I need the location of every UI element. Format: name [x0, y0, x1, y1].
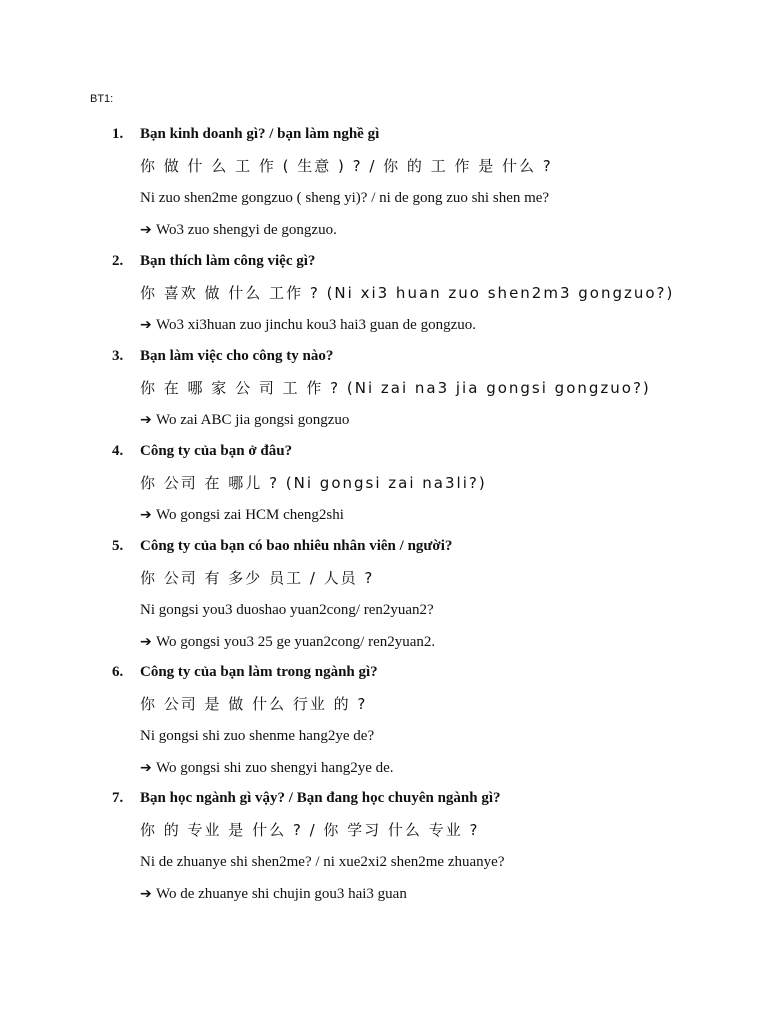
- question-chinese: 你 做 什 么 工 作 ( 生意 ) ? / 你 的 工 作 是 什么 ?: [140, 157, 553, 175]
- answer-text: Wo3 xi3huan zuo jinchu kou3 hai3 guan de gongzuo.: [156, 317, 476, 333]
- arrow-icon: ➔: [140, 317, 152, 333]
- question-chinese: 你 在 哪 家 公 司 工 作 ? (Ni zai na3 jia gongsi gongzuo?): [140, 379, 651, 397]
- question-vietnamese: Bạn học ngành gì vậy? / Bạn đang học chuyên ngành gì?: [140, 790, 501, 806]
- answer-line: [140, 632, 435, 652]
- arrow-icon: ➔: [140, 222, 152, 238]
- answer-text: Wo gongsi shi zuo shengyi hang2ye de.: [156, 760, 394, 776]
- answer-text: Wo zai ABC jia gongsi gongzuo: [156, 412, 350, 428]
- question-chinese: 你 喜欢 做 什么 工作 ? (Ni xi3 huan zuo shen2m3 gongzuo?): [140, 284, 675, 302]
- question-pinyin: Ni gongsi you3 duoshao yuan2cong/ ren2yuan2?: [140, 602, 434, 618]
- arrow-icon: ➔: [140, 634, 152, 650]
- arrow-icon: ➔: [140, 760, 152, 776]
- arrow-icon: ➔: [140, 412, 152, 428]
- question-vietnamese: Bạn làm việc cho công ty nào?: [140, 348, 334, 364]
- answer-line: [140, 505, 344, 525]
- arrow-icon: ➔: [140, 886, 152, 902]
- question-vietnamese: Công ty của bạn ở đâu?: [140, 443, 293, 459]
- question-number: 5.: [112, 538, 124, 554]
- question-number: 4.: [112, 443, 124, 459]
- answer-line: [140, 758, 394, 778]
- question-vietnamese: Công ty của bạn làm trong ngành gì?: [140, 664, 378, 680]
- question-chinese: 你 公司 是 做 什么 行业 的 ?: [140, 695, 368, 713]
- question-chinese: 你 公司 在 哪儿 ? (Ni gongsi zai na3li?): [140, 474, 487, 492]
- question-pinyin: Ni zuo shen2me gongzuo ( sheng yi)? / ni de gong zuo shi shen me?: [140, 190, 550, 206]
- question-vietnamese: Bạn kinh doanh gì? / bạn làm nghề gì: [140, 126, 380, 142]
- question-number: 1.: [112, 126, 124, 142]
- arrow-icon: ➔: [140, 507, 152, 523]
- answer-line: [140, 220, 337, 240]
- question-chinese: 你 公司 有 多少 员工 / 人员 ?: [140, 569, 375, 587]
- answer-line: [140, 315, 476, 335]
- answer-text: Wo gongsi zai HCM cheng2shi: [156, 507, 344, 523]
- question-number: 3.: [112, 348, 124, 364]
- exercise-heading: BT1:: [90, 93, 114, 105]
- answer-line: [140, 884, 407, 904]
- question-number: 6.: [112, 664, 124, 680]
- question-chinese: 你 的 专业 是 什么 ? / 你 学习 什么 专业 ?: [140, 821, 480, 839]
- question-pinyin: Ni de zhuanye shi shen2me? / ni xue2xi2 shen2me zhuanye?: [140, 854, 505, 870]
- question-pinyin: Ni gongsi shi zuo shenme hang2ye de?: [140, 728, 375, 744]
- question-vietnamese: Công ty của bạn có bao nhiêu nhân viên / người?: [140, 538, 453, 554]
- question-number: 2.: [112, 253, 124, 269]
- answer-text: Wo gongsi you3 25 ge yuan2cong/ ren2yuan2.: [156, 634, 436, 650]
- answer-line: [140, 410, 349, 430]
- question-number: 7.: [112, 790, 124, 806]
- question-vietnamese: Bạn thích làm công việc gì?: [140, 253, 316, 269]
- answer-text: Wo de zhuanye shi chujin gou3 hai3 guan: [156, 886, 407, 902]
- answer-text: Wo3 zuo shengyi de gongzuo.: [156, 222, 337, 238]
